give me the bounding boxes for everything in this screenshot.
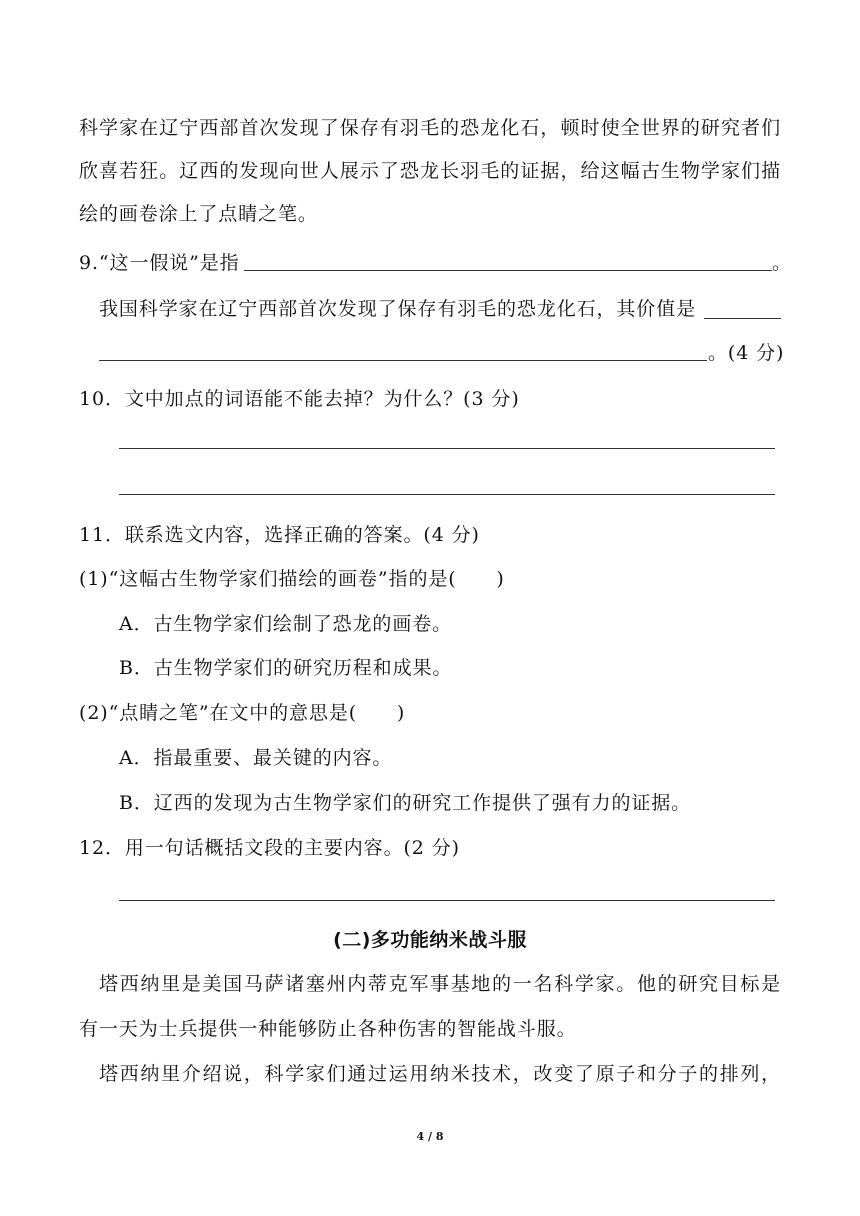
passage-line-1: 科学家在辽宁西部首次发现了保存有羽毛的恐龙化石，顿时使全世界的研究者们 — [79, 117, 781, 139]
section-title: (二)多功能纳米战斗服 — [333, 929, 527, 951]
q10-answer-line-1[interactable] — [119, 448, 775, 449]
q11-sub2-option-b[interactable]: B．辽西的发现为古生物学家们的研究工作提供了强有力的证据。 — [119, 792, 692, 814]
section2-line-1: 塔西纳里是美国马萨诸塞州内蒂克军事基地的一名科学家。他的研究目标是 — [99, 973, 781, 995]
q11-sub2-option-a[interactable]: A．指最重要、最关键的内容。 — [119, 747, 393, 769]
q11-sub1-option-b[interactable]: B．古生物学家们的研究历程和成果。 — [119, 657, 453, 679]
q9-prompt: 9.“这一假说”是指 — [79, 252, 240, 274]
q12-question: 12．用一句话概括文段的主要内容。(2 分) — [79, 837, 460, 859]
section2-line-2: 有一天为士兵提供一种能够防止各种伤害的智能战斗服。 — [79, 1018, 577, 1040]
q9-score: 。(4 分) — [708, 342, 785, 364]
q10-answer-line-2[interactable] — [119, 494, 775, 495]
passage-line-3: 绘的画卷涂上了点睛之笔。 — [79, 203, 318, 225]
q9-answer-blank-3[interactable] — [99, 360, 707, 361]
page-number: 4 / 8 — [416, 1130, 444, 1143]
q9-line-1 — [79, 250, 781, 276]
q11-sub1-option-a[interactable]: A．古生物学家们绘制了恐龙的画卷。 — [119, 613, 453, 635]
q10-question: 10．文中加点的词语能不能去掉？为什么？(3 分) — [79, 388, 520, 410]
passage-line-2: 欣喜若狂。辽西的发现向世人展示了恐龙长羽毛的证据，给这幅古生物学家们描 — [79, 160, 781, 182]
section2-line-3: 塔西纳里介绍说，科学家们通过运用纳米技术，改变了原子和分子的排列， — [99, 1063, 781, 1085]
q9-value-prompt: 我国科学家在辽宁西部首次发现了保存有羽毛的恐龙化石，其价值是 — [99, 298, 697, 320]
q12-answer-line[interactable] — [119, 900, 775, 901]
q9-answer-blank-2[interactable] — [704, 318, 781, 319]
q9-line-1-end: 。 — [772, 252, 792, 274]
q9-answer-blank-1[interactable] — [244, 270, 772, 271]
q11-sub2-question: (2)“点睛之笔”在文中的意思是( ) — [79, 702, 406, 724]
q11-sub1-question: (1)“这幅古生物学家们描绘的画卷”指的是( ) — [79, 568, 505, 590]
q11-question: 11．联系选文内容，选择正确的答案。(4 分) — [79, 524, 480, 546]
q9-line-2 — [99, 296, 781, 322]
